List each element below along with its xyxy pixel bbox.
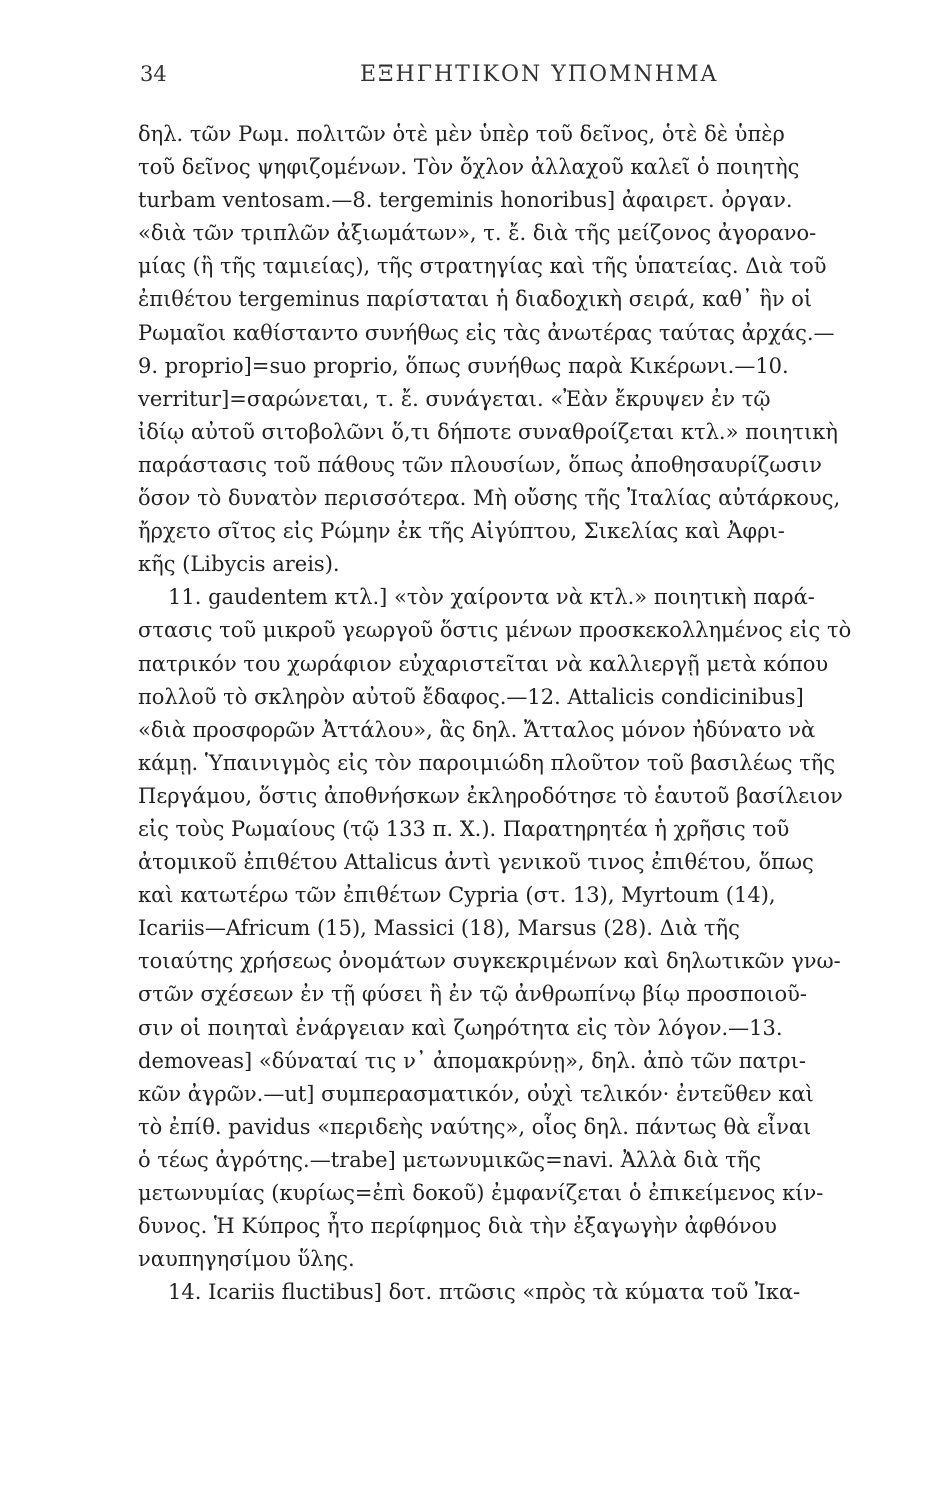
text-line: πατρικόν του χωράφιον εὐχαριστεῖται νὰ καλλιεργῇ μετὰ κόπου [138,651,829,676]
text-line: Icariis—Africum (15), Massici (18), Marsus (28). Διὰ τῆς [138,916,740,941]
text-line: δηλ. τῶν Ρωμ. πολιτῶν ὁτὲ μὲν ὑπὲρ τοῦ δεῖνος, ὁτὲ δὲ ὑπὲρ [138,122,785,146]
text-line: κάμῃ. Ὑπαινιγμὸς εἰς τὸν παροιμιώδη πλοῦτον τοῦ βασιλέως τῆς [138,750,836,775]
text-line: verritur]=σαρώνεται, τ. ἔ. συνάγεται. «Ἐὰν ἔκρυψεν ἐν τῷ [138,386,771,411]
page-number: 34 [140,62,167,86]
text-line: στασις τοῦ μικροῦ γεωργοῦ ὅστις μένων προσκεκολλημένος εἰς τὸ [138,618,852,643]
text-line: σιν οἱ ποιηταὶ ἐνάργειαν καὶ ζωηρότητα εἰς τὸν λόγον.—13. [138,1015,783,1040]
text-line: πολλοῦ τὸ σκληρὸν αὐτοῦ ἔδαφος.—12. Attalicis condicinibus] [138,684,804,709]
text-line: ἀτομικοῦ ἐπιθέτου Attalicus ἀντὶ γενικοῦ τινος ἐπιθέτου, ὅπως [138,850,814,875]
text-line: εἰς τοὺς Ρωμαίους (τῷ 133 π. Χ.). Παρατηρητέα ἡ χρῆσις τοῦ [138,816,790,841]
text-line: τοῦ δεῖνος ψηφιζομένων. Τὸν ὄχλον ἀλλαχοῦ καλεῖ ὁ ποιητὴς [138,155,800,180]
text-line: παράστασις τοῦ πάθους τῶν πλουσίων, ὅπως ἀποθησαυρίζωσιν [138,452,822,477]
text-line: Ρωμαῖοι καθίσταντο συνήθως εἰς τὰς ἀνωτέρας ταύτας ἀρχάς.— [138,320,835,345]
text-line: κῆς (Libycis areis). [138,552,340,577]
text-line: ὅσον τὸ δυνατὸν περισσότερα. Μὴ οὔσης τῆς Ἰταλίας αὐτάρκους, [138,486,841,511]
text-line: μετωνυμίας (κυρίως=ἐπὶ δοκοῦ) ἐμφανίζεται ὁ ἐπικείμενος κίν- [138,1181,824,1205]
text-line: δυνος. Ἡ Κύπρος ἦτο περίφημος διὰ τὴν ἐξαγωγὴν ἀφθόνου [138,1214,777,1239]
text-line: 14. Icariis fluctibus] δοτ. πτῶσις «πρὸς τὰ κύματα τοῦ Ἰκα- [168,1280,801,1305]
commentary-text [138,118,906,1309]
text-line: ἤρχετο σῖτος εἰς Ρώμην ἐκ τῆς Αἰγύπτου, Σικελίας καὶ Ἀφρι- [138,519,785,544]
text-line: Περγάμου, ὅστις ἀποθνήσκων ἐκληροδότησε τὸ ἑαυτοῦ βασίλειον [138,783,843,808]
text-line: ἰδίῳ αὐτοῦ σιτοβολῶνι ὅ,τι δήποτε συναθροίζεται κτλ.» ποιητικὴ [138,419,838,444]
text-line: 9. proprio]=suo proprio, ὅπως συνήθως παρὰ Κικέρωνι.—10. [138,353,789,378]
text-line: 11. gaudentem κτλ.] «τὸν χαίροντα νὰ κτλ.» ποιητικὴ παρά- [168,585,815,610]
text-line: demoveas] «δύναταί τις ν᾽ ἀπομακρύνῃ», δηλ. ἀπὸ τῶν πατρι- [138,1048,806,1073]
text-line: κῶν ἀγρῶν.—ut] συμπερασματικόν, οὐχὶ τελικόν· ἐντεῦθεν καὶ [138,1081,814,1106]
text-line: turbam ventosam.—8. tergeminis honoribus] ἀφαιρετ. ὀργαν. [138,188,793,213]
text-line: ὁ τέως ἀγρότης.—trabe] μετωνυμικῶς=navi. Ἀλλὰ διὰ τῆς [138,1147,762,1172]
text-line: καὶ κατωτέρω τῶν ἐπιθέτων Cypria (στ. 13), Myrtoum (14), [138,883,776,908]
text-line: μίας (ἢ τῆς ταμιείας), τῆς στρατηγίας καὶ τῆς ὑπατείας. Διὰ τοῦ [138,254,827,279]
text-line: «διὰ προσφορῶν Ἀττάλου», ἃς δηλ. Ἄτταλος μόνον ἠδύνατο νὰ [138,717,816,742]
text-line: ναυπηγησίμου ὕλης. [138,1247,355,1272]
text-line: τοιαύτης χρήσεως ὀνομάτων συγκεκριμένων καὶ δηλωτικῶν γνω- [138,949,841,974]
text-line: «διὰ τῶν τριπλῶν ἀξιωμάτων», τ. ἔ. διὰ τῆς μείζονος ἀγορανο- [138,221,817,246]
text-line: ἐπιθέτου tergeminus παρίσταται ἡ διαδοχικὴ σειρά, καθ᾽ ἣν οἱ [138,287,813,312]
running-title: ΕΞΗΓΗΤΙΚΟΝ ΥΠΟΜΝΗΜΑ [360,62,719,87]
text-line: τὸ ἐπίθ. pavidus «περιδεὴς ναύτης», οἷος δηλ. πάντως θὰ εἶναι [138,1114,812,1139]
text-line: στῶν σχέσεων ἐν τῇ φύσει ἢ ἐν τῷ ἀνθρωπίνῳ βίῳ προσποιοῦ- [138,982,807,1007]
